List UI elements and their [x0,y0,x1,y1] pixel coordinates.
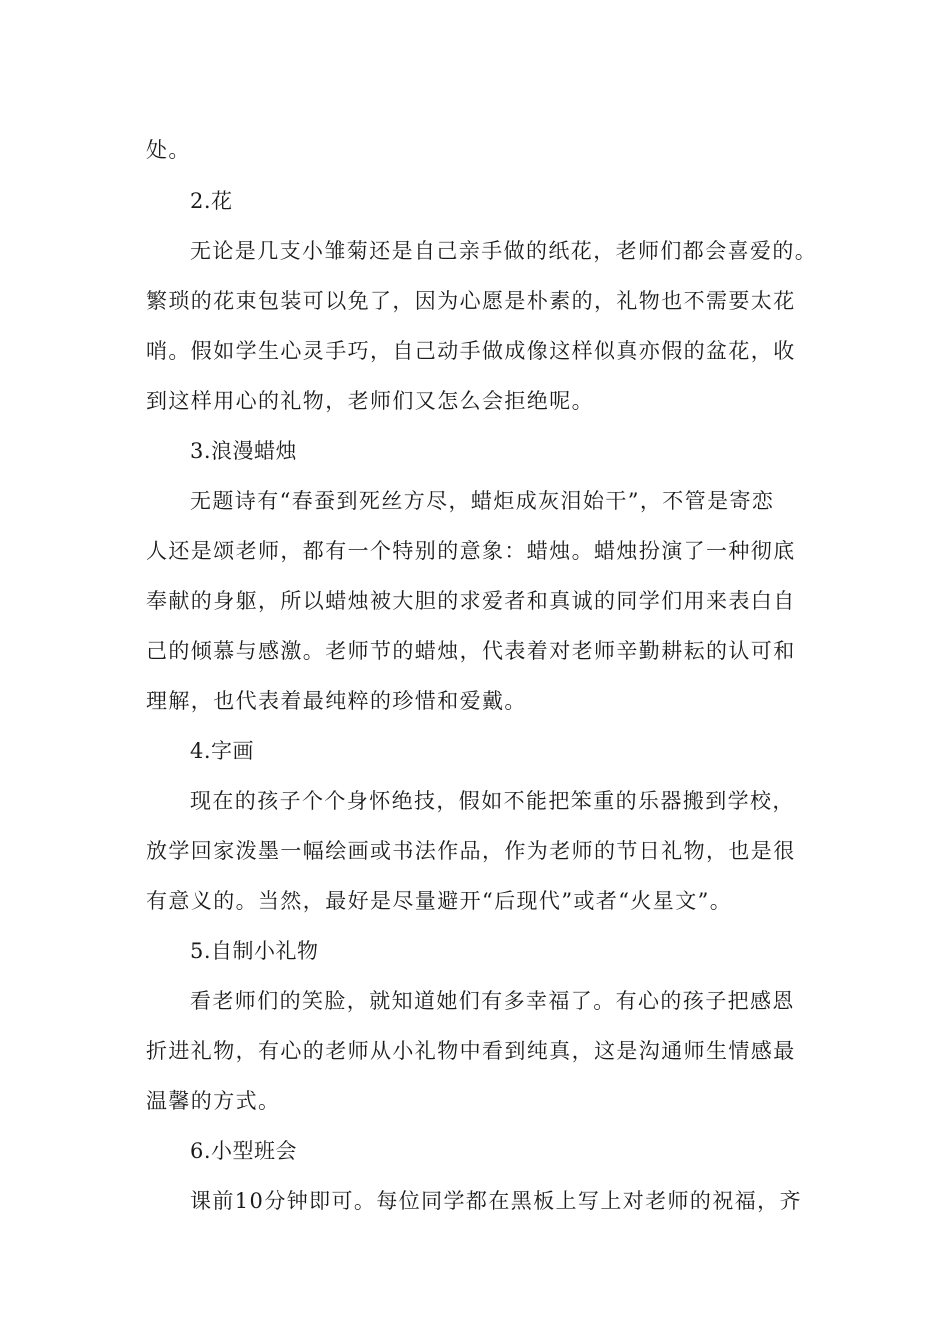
paragraph-line: 繁琐的花束包装可以免了，因为心愿是朴素的，礼物也不需要太花 [146,289,796,313]
paragraph-line: 奉献的身躯，所以蜡烛被大胆的求爱者和真诚的同学们用来表白自 [146,589,796,613]
paragraph-line: 哨。假如学生心灵手巧，自己动手做成像这样似真亦假的盆花，收 [146,339,796,363]
paragraph-line: 己的倾慕与感激。老师节的蜡烛，代表着对老师辛勤耕耘的认可和 [146,639,796,663]
paragraph-line: 看老师们的笑脸，就知道她们有多幸福了。有心的孩子把感恩 [190,989,795,1013]
section-heading-calligraphy: 4.字画 [190,739,255,763]
section-heading-flowers: 2.花 [190,189,233,213]
paragraph-line: 有意义的。当然，最好是尽量避开“后现代”或者“火星文”。 [146,889,733,913]
paragraph-line: 理解，也代表着最纯粹的珍惜和爱戴。 [146,689,527,713]
paragraph-line: 放学回家泼墨一幅绘画或书法作品，作为老师的节日礼物，也是很 [146,839,796,863]
paragraph-line: 温馨的方式。 [146,1089,281,1113]
paragraph-line: 课前10分钟即可。每位同学都在黑板上写上对老师的祝福，齐 [190,1189,802,1213]
paragraph-line: 现在的孩子个个身怀绝技，假如不能把笨重的乐器搬到学校， [190,789,795,813]
section-heading-class-meeting: 6.小型班会 [190,1139,298,1163]
paragraph-line: 到这样用心的礼物，老师们又怎么会拒绝呢。 [146,389,594,413]
paragraph-line: 折进礼物，有心的老师从小礼物中看到纯真，这是沟通师生情感最 [146,1039,796,1063]
paragraph-line: 无题诗有“春蚕到死丝方尽，蜡炬成灰泪始干”，不管是寄恋 [190,489,775,513]
section-heading-handmade-gifts: 5.自制小礼物 [190,939,319,963]
section-heading-candles: 3.浪漫蜡烛 [190,439,298,463]
paragraph-line: 人还是颂老师，都有一个特别的意象：蜡烛。蜡烛扮演了一种彻底 [146,539,796,563]
paragraph-line: 处。 [146,138,191,162]
paragraph-line: 无论是几支小雏菊还是自己亲手做的纸花，老师们都会喜爱的。 [190,239,818,263]
